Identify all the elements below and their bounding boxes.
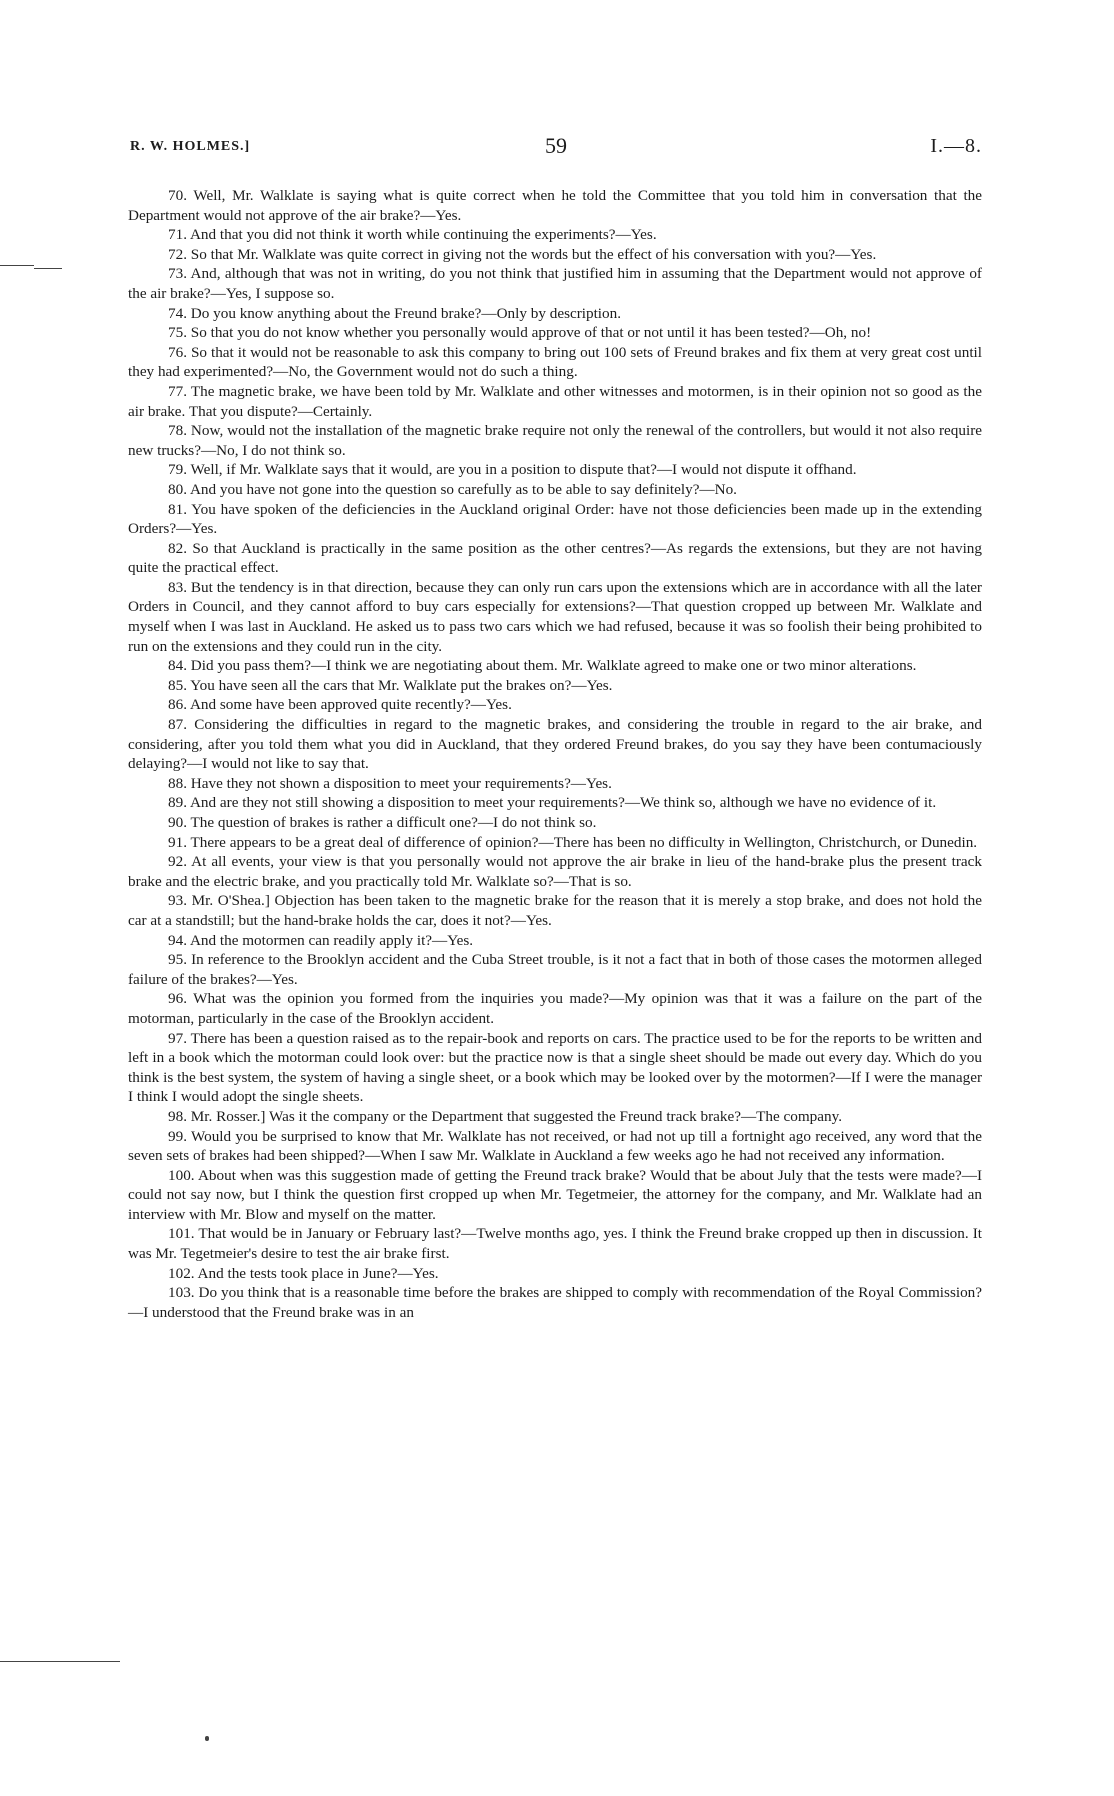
testimony-paragraph: 87. Considering the difficulties in regard to the magnetic brakes, and considering the trouble in regard to the air brake, and considering, after you told them what you did in Auckland, that they ordered Freund brakes, do you say they have been contumaciously delaying?—I would not like to say that. [128, 716, 982, 773]
margin-mark [0, 1661, 120, 1662]
testimony-paragraph: 75. So that you do not know whether you personally would approve of that or not until it has been tested?—Oh, no! [168, 324, 872, 342]
testimony-paragraph: 86. And some have been approved quite recently?—Yes. [168, 696, 512, 714]
testimony-paragraph: 90. The question of brakes is rather a difficult one?—I do not think so. [168, 814, 597, 831]
testimony-paragraph: 102. And the tests took place in June?—Yes. [168, 1264, 439, 1282]
testimony-paragraph: 70. Well, Mr. Walklate is saying what is quite correct when he told the Committee that you told him in conversation that the Department would not approve of the air brake?—Yes. [128, 187, 982, 224]
testimony-paragraph: 93. Mr. O'Shea.] Objection has been taken to the magnetic brake for the reason that it is merely a stop brake, and does not hold the car at a standstill; but the hand-brake holds the car, does it not?—Yes. [128, 892, 982, 929]
testimony-paragraph: 83. But the tendency is in that direction, because they can only run cars upon the extensions which are in accordance with all the later Orders in Council, and they cannot afford to buy cars especially for extensions?—That question cropped up between Mr. Walklate and myself when I was last in Auckland. He asked us to pass two cars which we had refused, because it was so foolish their being prohibited to run on the extensions and they could run in the city. [128, 578, 982, 655]
testimony-paragraph: 74. Do you know anything about the Freund brake?—Only by description. [168, 304, 622, 322]
testimony-paragraph: 92. At all events, your view is that you personally would not approve the air brake in lieu of the hand-brake plus the present track brake and the electric brake, and you practically told Mr. Walklate so?—That is so. [128, 853, 982, 890]
testimony-paragraph: 98. Mr. Rosser.] Was it the company or the Department that suggested the Freund track brake?—The company. [168, 1107, 843, 1125]
page-header [130, 135, 982, 163]
testimony-paragraph: 103. Do you think that is a reasonable time before the brakes are shipped to comply with recommendation of the Royal Commission?—I understood that the Freund brake was in an [128, 1284, 982, 1321]
testimony-paragraph: 76. So that it would not be reasonable to ask this company to bring out 100 sets of Freund brakes and fix them at very great cost until they had experimented?—No, the Government would not do such a thing. [128, 343, 982, 381]
testimony-paragraph: 71. And that you did not think it worth while continuing the experiments?—Yes. [168, 226, 657, 244]
testimony-paragraph: 78. Now, would not the installation of the magnetic brake require not only the renewal of the controllers, but would it not also require new trucks?—No, I do not think so. [128, 422, 982, 459]
testimony-paragraph: 73. And, although that was not in writing, do you not think that justified him in assuming that the Department would not approve of the air brake?—Yes, I suppose so. [128, 265, 982, 302]
testimony-paragraph: 89. And are they not still showing a disposition to meet your requirements?—We think so, although we have no evidence of it. [168, 794, 937, 812]
testimony-paragraph: 100. About when was this suggestion made of getting the Freund track brake? Would that be about July that the tests were made?—I could not say now, but I think the question first cropped up when Mr. Tegetmeier, the attorney for the company, and Mr. Walklate had an interview with Mr. Blow and myself on the matter. [128, 1166, 982, 1223]
testimony-paragraph: 82. So that Auckland is practically in the same position as the other centres?—As regards the extensions, but they are not having quite the practical effect. [128, 539, 982, 577]
testimony-paragraph: 79. Well, if Mr. Walklate says that it would, are you in a position to dispute that?—I would not dispute it offhand. [168, 461, 857, 479]
testimony-paragraph: 95. In reference to the Brooklyn accident and the Cuba Street trouble, is it not a fact that in both of those cases the motormen alleged failure of the brakes?—Yes. [128, 951, 982, 988]
testimony-paragraph: 85. You have seen all the cars that Mr. Walklate put the brakes on?—Yes. [168, 676, 613, 694]
testimony-paragraph: 97. There has been a question raised as to the repair-book and reports on cars. The practice used to be for the reports to be written and left in a book which the motorman could look over: but the practice now is that a single sheet should be made out every day. Which do you think is the best system, the system of having a single sheet, or a book which may be looked over by the motormen?—If I were the manager I think I would adopt the single sheets. [128, 1029, 982, 1106]
testimony-paragraph: 101. That would be in January or February last?—Twelve months ago, yes. I think the Freund brake cropped up then in discussion. It was Mr. Tegetmeier's desire to test the air brake first. [128, 1225, 982, 1263]
testimony-paragraph: 84. Did you pass them?—I think we are negotiating about them. Mr. Walklate agreed to make one or two minor alterations. [168, 657, 917, 675]
testimony-paragraph: 94. And the motormen can readily apply it?—Yes. [168, 931, 474, 949]
page-number: 59 [545, 133, 567, 158]
testimony-paragraph: 96. What was the opinion you formed from the inquiries you made?—My opinion was that it was a failure on the part of the motorman, particularly in the case of the Brooklyn accident. [128, 990, 982, 1027]
header-witness-name: R. W. HOLMES.] [130, 139, 251, 154]
testimony-paragraph: 81. You have spoken of the deficiencies in the Auckland original Order: have not those deficiencies been made up in the extending Orders?—Yes. [128, 500, 982, 538]
testimony-paragraph: 91. There appears to be a great deal of difference of opinion?—There has been no difficulty in Wellington, Christchurch, or Dunedin. [168, 833, 978, 851]
testimony-paragraph: 99. Would you be surprised to know that Mr. Walklate has not received, or had not up till a fortnight ago received, any word that the seven sets of brakes had been shipped?—When I saw Mr. Walklate in Auckland a few weeks ago he had not received any information. [128, 1127, 982, 1165]
ink-speck [205, 1736, 209, 1741]
testimony-paragraph: 72. So that Mr. Walklate was quite correct in giving not the words but the effect of his conversation with you?—Yes. [168, 245, 877, 263]
testimony-paragraph: 80. And you have not gone into the question so carefully as to be able to say definitely?—No. [168, 480, 737, 498]
testimony-body [128, 186, 982, 1322]
testimony-paragraph: 88. Have they not shown a disposition to meet your requirements?—Yes. [168, 774, 612, 792]
testimony-paragraph: 77. The magnetic brake, we have been told by Mr. Walklate and other witnesses and motormen, is in their opinion not so good as the air brake. That you dispute?—Certainly. [128, 382, 982, 420]
margin-mark [34, 268, 62, 269]
document-reference: I.—8. [930, 135, 982, 157]
margin-mark [0, 265, 34, 266]
